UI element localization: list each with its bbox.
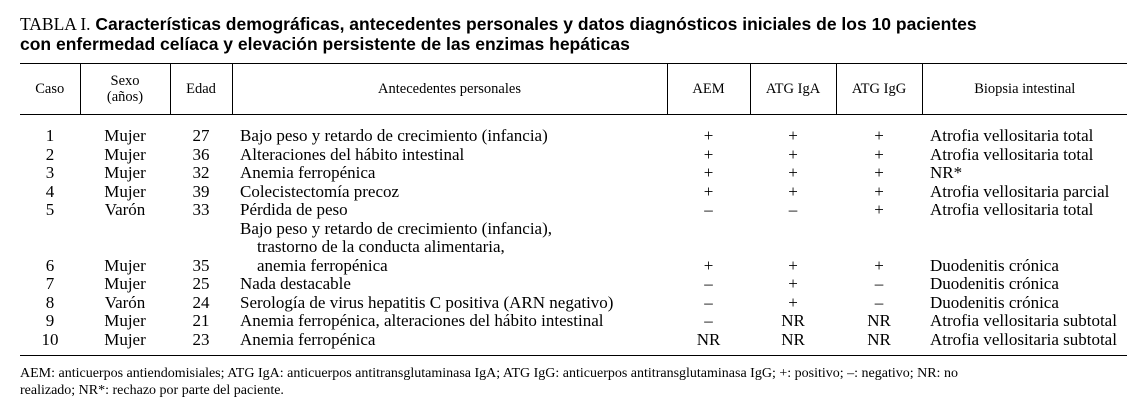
antecedente-line: Anemia ferropénica <box>240 163 376 182</box>
cell-sexo: Mujer <box>104 163 146 182</box>
cell-edad: 39 <box>192 181 210 201</box>
cell-atg-iga: NR <box>750 331 836 356</box>
cell-edad: 27 <box>192 126 210 145</box>
header-sexo-line1: Sexo <box>110 73 140 89</box>
cell-biopsia: Duodenitis crónica <box>930 292 1059 312</box>
cell-atg-igg: – <box>874 292 884 312</box>
cell-edad: 33 <box>192 200 210 219</box>
antecedente-line: Alteraciones del hábito intestinal <box>240 144 465 164</box>
cell-antecedentes <box>232 275 667 294</box>
cell-atg-iga: NR <box>781 311 805 330</box>
table-label: TABLA I. <box>20 14 91 34</box>
header-aem: AEM <box>667 64 750 115</box>
cell-caso: 9 <box>45 311 55 330</box>
patients-table <box>20 63 1127 356</box>
table-row <box>20 220 1127 276</box>
cell-biopsia: NR* <box>930 163 963 182</box>
cell-atg-iga: + <box>788 181 798 201</box>
cell-caso: 1 <box>45 126 55 145</box>
antecedente-line: Serología de virus hepatitis C positiva (ARN negativo) <box>240 292 614 312</box>
cell-atg-igg: + <box>874 200 884 219</box>
cell-sexo: Mujer <box>104 181 146 201</box>
antecedente-line: trastorno de la conducta alimentaria, <box>257 237 505 256</box>
cell-atg-igg: + <box>874 181 884 201</box>
cell-aem: – <box>704 200 713 219</box>
antecedente-line: Nada destacable <box>240 274 351 293</box>
cell-aem: – <box>704 292 713 312</box>
header-caso: Caso <box>20 64 80 115</box>
cell-biopsia: Atrofia vellositaria subtotal <box>922 331 1127 356</box>
table-row <box>20 275 1127 294</box>
header-sexo-line2: (años) <box>106 89 144 105</box>
cell-antecedentes <box>232 294 667 313</box>
cell-aem: NR <box>667 331 750 356</box>
table-row <box>20 201 1127 220</box>
cell-edad: 32 <box>192 163 210 182</box>
cell-atg-igg: NR <box>836 331 922 356</box>
cell-atg-iga: + <box>788 126 798 145</box>
antecedente-line: Colecistectomía precoz <box>240 181 400 201</box>
cell-atg-igg: NR <box>867 311 891 330</box>
cell-biopsia: Duodenitis crónica <box>930 255 1059 275</box>
cell-caso: 4 <box>45 181 55 201</box>
table-title <box>20 14 1120 54</box>
cell-biopsia: Atrofia vellositaria parcial <box>930 181 1110 201</box>
table-row <box>20 331 1127 356</box>
antecedente-line: Anemia ferropénica, alteraciones del hábito intestinal <box>240 311 604 330</box>
cell-atg-iga: + <box>788 292 798 312</box>
cell-edad: 24 <box>192 292 210 312</box>
cell-atg-iga: + <box>788 274 798 293</box>
cell-edad: 35 <box>192 255 210 275</box>
title-text-1: Características demográficas, antecedentes personales y datos diagnósticos iniciales de los 10 pacientes <box>95 14 977 34</box>
header-row <box>20 64 1127 115</box>
cell-biopsia: Atrofia vellositaria total <box>930 200 1094 219</box>
header-edad: Edad <box>170 64 232 115</box>
cell-antecedentes <box>232 164 667 183</box>
cell-caso: 2 <box>45 144 55 164</box>
cell-sexo: Mujer <box>104 144 146 164</box>
table-row <box>20 312 1127 331</box>
cell-antecedentes <box>232 331 667 356</box>
cell-antecedentes <box>232 146 667 165</box>
antecedente-line: Bajo peso y retardo de crecimiento (infancia) <box>240 126 548 145</box>
header-atg-igg: ATG IgG <box>836 64 922 115</box>
cell-sexo: Varón <box>104 292 146 312</box>
cell-caso: 5 <box>45 200 55 219</box>
cell-antecedentes <box>232 312 667 331</box>
cell-sexo: Mujer <box>104 311 146 330</box>
header-sexo <box>80 64 170 115</box>
cell-biopsia: Atrofia vellositaria total <box>930 144 1094 164</box>
cell-caso: 6 <box>45 255 55 275</box>
table-body <box>20 115 1127 356</box>
footnote <box>20 365 1120 399</box>
cell-aem: – <box>704 274 713 293</box>
table-row <box>20 127 1127 146</box>
table-row <box>20 164 1127 183</box>
cell-atg-iga: + <box>788 144 798 164</box>
header-antecedentes: Antecedentes personales <box>232 64 667 115</box>
cell-antecedentes <box>232 127 667 146</box>
cell-edad: 21 <box>192 311 210 330</box>
table-row <box>20 183 1127 202</box>
cell-biopsia: Duodenitis crónica <box>930 274 1059 293</box>
cell-caso: 8 <box>45 292 55 312</box>
cell-sexo: Mujer <box>80 331 170 356</box>
antecedente-line: Pérdida de peso <box>240 200 348 219</box>
cell-aem: + <box>703 255 714 275</box>
cell-aem: + <box>703 144 714 164</box>
cell-atg-igg: – <box>874 274 884 293</box>
cell-antecedentes <box>232 201 667 220</box>
cell-caso: 7 <box>45 274 55 293</box>
cell-aem: – <box>704 311 713 330</box>
cell-antecedentes <box>232 220 667 276</box>
antecedente-line: anemia ferropénica <box>257 255 388 275</box>
header-biopsia: Biopsia intestinal <box>922 64 1127 115</box>
cell-aem: + <box>703 126 714 145</box>
cell-sexo: Mujer <box>104 126 146 145</box>
antecedente-line: Anemia ferropénica <box>240 329 376 349</box>
table-row <box>20 146 1127 165</box>
cell-atg-igg: + <box>874 126 884 145</box>
cell-atg-iga: + <box>788 163 798 182</box>
cell-atg-igg: + <box>874 163 884 182</box>
cell-atg-iga: – <box>788 200 798 219</box>
cell-antecedentes <box>232 183 667 202</box>
cell-atg-igg: + <box>874 144 884 164</box>
cell-biopsia: Atrofia vellositaria total <box>930 126 1094 145</box>
cell-aem: + <box>703 181 714 201</box>
table-row <box>20 294 1127 313</box>
cell-sexo: Varón <box>104 200 146 219</box>
footnote-line-2: realizado; NR*: rechazo por parte del paciente. <box>20 383 284 398</box>
title-line-1 <box>20 14 1120 34</box>
cell-edad: 25 <box>192 274 210 293</box>
cell-sexo: Mujer <box>104 274 146 293</box>
header-atg-iga: ATG IgA <box>750 64 836 115</box>
cell-caso: 10 <box>20 331 80 356</box>
cell-atg-iga: + <box>788 255 798 275</box>
cell-aem: + <box>703 163 714 182</box>
cell-caso: 3 <box>45 163 55 182</box>
cell-biopsia: Atrofia vellositaria subtotal <box>930 311 1117 330</box>
cell-edad: 36 <box>192 144 210 164</box>
footnote-line-1: AEM: anticuerpos antiendomisiales; ATG IgA: anticuerpos antitransglutaminasa IgA; ATG IgG: anticuerpos antitransglutaminasa IgG; +: positivo; –: negativo; NR: no <box>20 366 958 381</box>
title-line-2: con enfermedad celíaca y elevación persistente de las enzimas hepáticas <box>20 34 630 54</box>
antecedente-line: Bajo peso y retardo de crecimiento (infancia), <box>240 218 553 238</box>
cell-sexo: Mujer <box>104 255 146 275</box>
cell-edad: 23 <box>170 331 232 356</box>
cell-atg-igg: + <box>874 255 884 275</box>
